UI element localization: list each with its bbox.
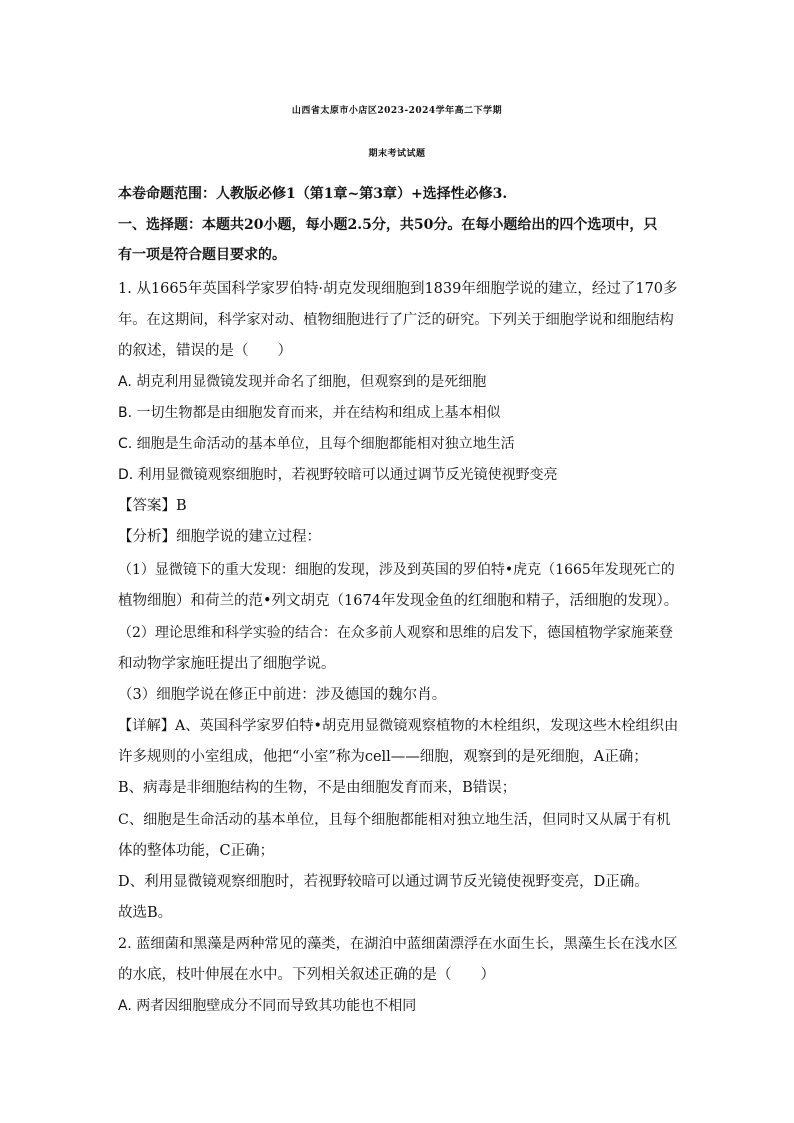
q1-option-b: B. 一切生物都是由细胞发育而来，并在结构和组成上基本相似 <box>118 405 501 421</box>
q1-analysis-title: 【分析】细胞学说的建立过程： <box>118 529 321 545</box>
section-heading-line2: 有一项是符合题目要求的。 <box>118 247 286 263</box>
q1-analysis-1b: 植物细胞）和荷兰的范•列文胡克（1674年发现金鱼的红细胞和精子，活细胞的发现）。 <box>118 593 679 609</box>
q1-stem-line1: 1. 从1665年英国科学家罗伯特·胡克发现细胞到1839年细胞学说的建立，经过了170多 <box>118 281 678 297</box>
q1-analysis-2a: （2）理论思维和科学实验的结合：在众多前人观察和思维的启发下，德国植物学家施莱登 <box>118 625 673 641</box>
q1-conclusion: 故选B。 <box>118 905 173 921</box>
q1-analysis-2b: 和动物学家施旺提出了细胞学说。 <box>118 656 336 672</box>
q1-option-a: A. 胡克利用显微镜发现并命名了细胞，但观察到的是死细胞 <box>118 374 487 390</box>
q1-option-c: C. 细胞是生命活动的基本单位，且每个细胞都能相对独立地生活 <box>118 436 515 452</box>
document-title: 山西省太原市小店区2023-2024学年高二下学期 <box>291 106 503 116</box>
q1-detail-b: B、病毒是非细胞结构的生物，不是由细胞发育而来，B错误； <box>118 780 517 796</box>
q1-stem-line2: 年。在这期间，科学家对动、植物细胞进行了广泛的研究。下列关于细胞学说和细胞结构 <box>118 312 674 328</box>
q1-analysis-1a: （1）显微镜下的重大发现：细胞的发现，涉及到英国的罗伯特•虎克（1665年发现死亡的 <box>118 562 675 578</box>
exam-scope: 本卷命题范围：人教版必修1（第1章~第3章）+选择性必修3. <box>118 186 508 202</box>
document-subtitle: 期末考试试题 <box>368 149 426 159</box>
q1-detail-a1: 【详解】A、英国科学家罗伯特•胡克用显微镜观察植物的木栓组织，发现这些木栓组织由 <box>118 718 679 734</box>
q1-detail-d: D、利用显微镜观察细胞时，若视野较暗可以通过调节反光镜使视野变亮，D正确。 <box>118 874 649 890</box>
q1-analysis-3: （3）细胞学说在修正中前进：涉及德国的魏尔肖。 <box>118 687 447 703</box>
q1-stem-line3: 的叙述，错误的是（ ） <box>118 343 292 359</box>
q2-stem-line1: 2. 蓝细菌和黑藻是两种常见的藻类，在湖泊中蓝细菌漂浮在水面生长，黑藻生长在浅水区 <box>118 936 678 952</box>
q1-answer: 【答案】B <box>118 498 187 514</box>
q1-detail-c1: C、细胞是生命活动的基本单位，且每个细胞都能相对独立地生活，但同时又从属于有机 <box>118 812 671 828</box>
q2-stem-line2: 的水底，枝叶伸展在水中。下列相关叙述正确的是（ ） <box>118 967 495 983</box>
q1-option-d: D. 利用显微镜观察细胞时，若视野较暗可以通过调节反光镜使视野变亮 <box>118 467 558 483</box>
q1-detail-c2: 体的整体功能，C正确； <box>118 843 275 859</box>
section-heading-line1: 一、选择题：本题共20小题，每小题2.5分，共50分。在每小题给出的四个选项中，只 <box>118 217 658 233</box>
q2-option-a: A. 两者因细胞壁成分不同而导致其功能也不相同 <box>118 998 417 1014</box>
q1-detail-a2: 许多规则的小室组成，他把“小室”称为cell——细胞，观察到的是死细胞，A正确； <box>118 749 648 765</box>
